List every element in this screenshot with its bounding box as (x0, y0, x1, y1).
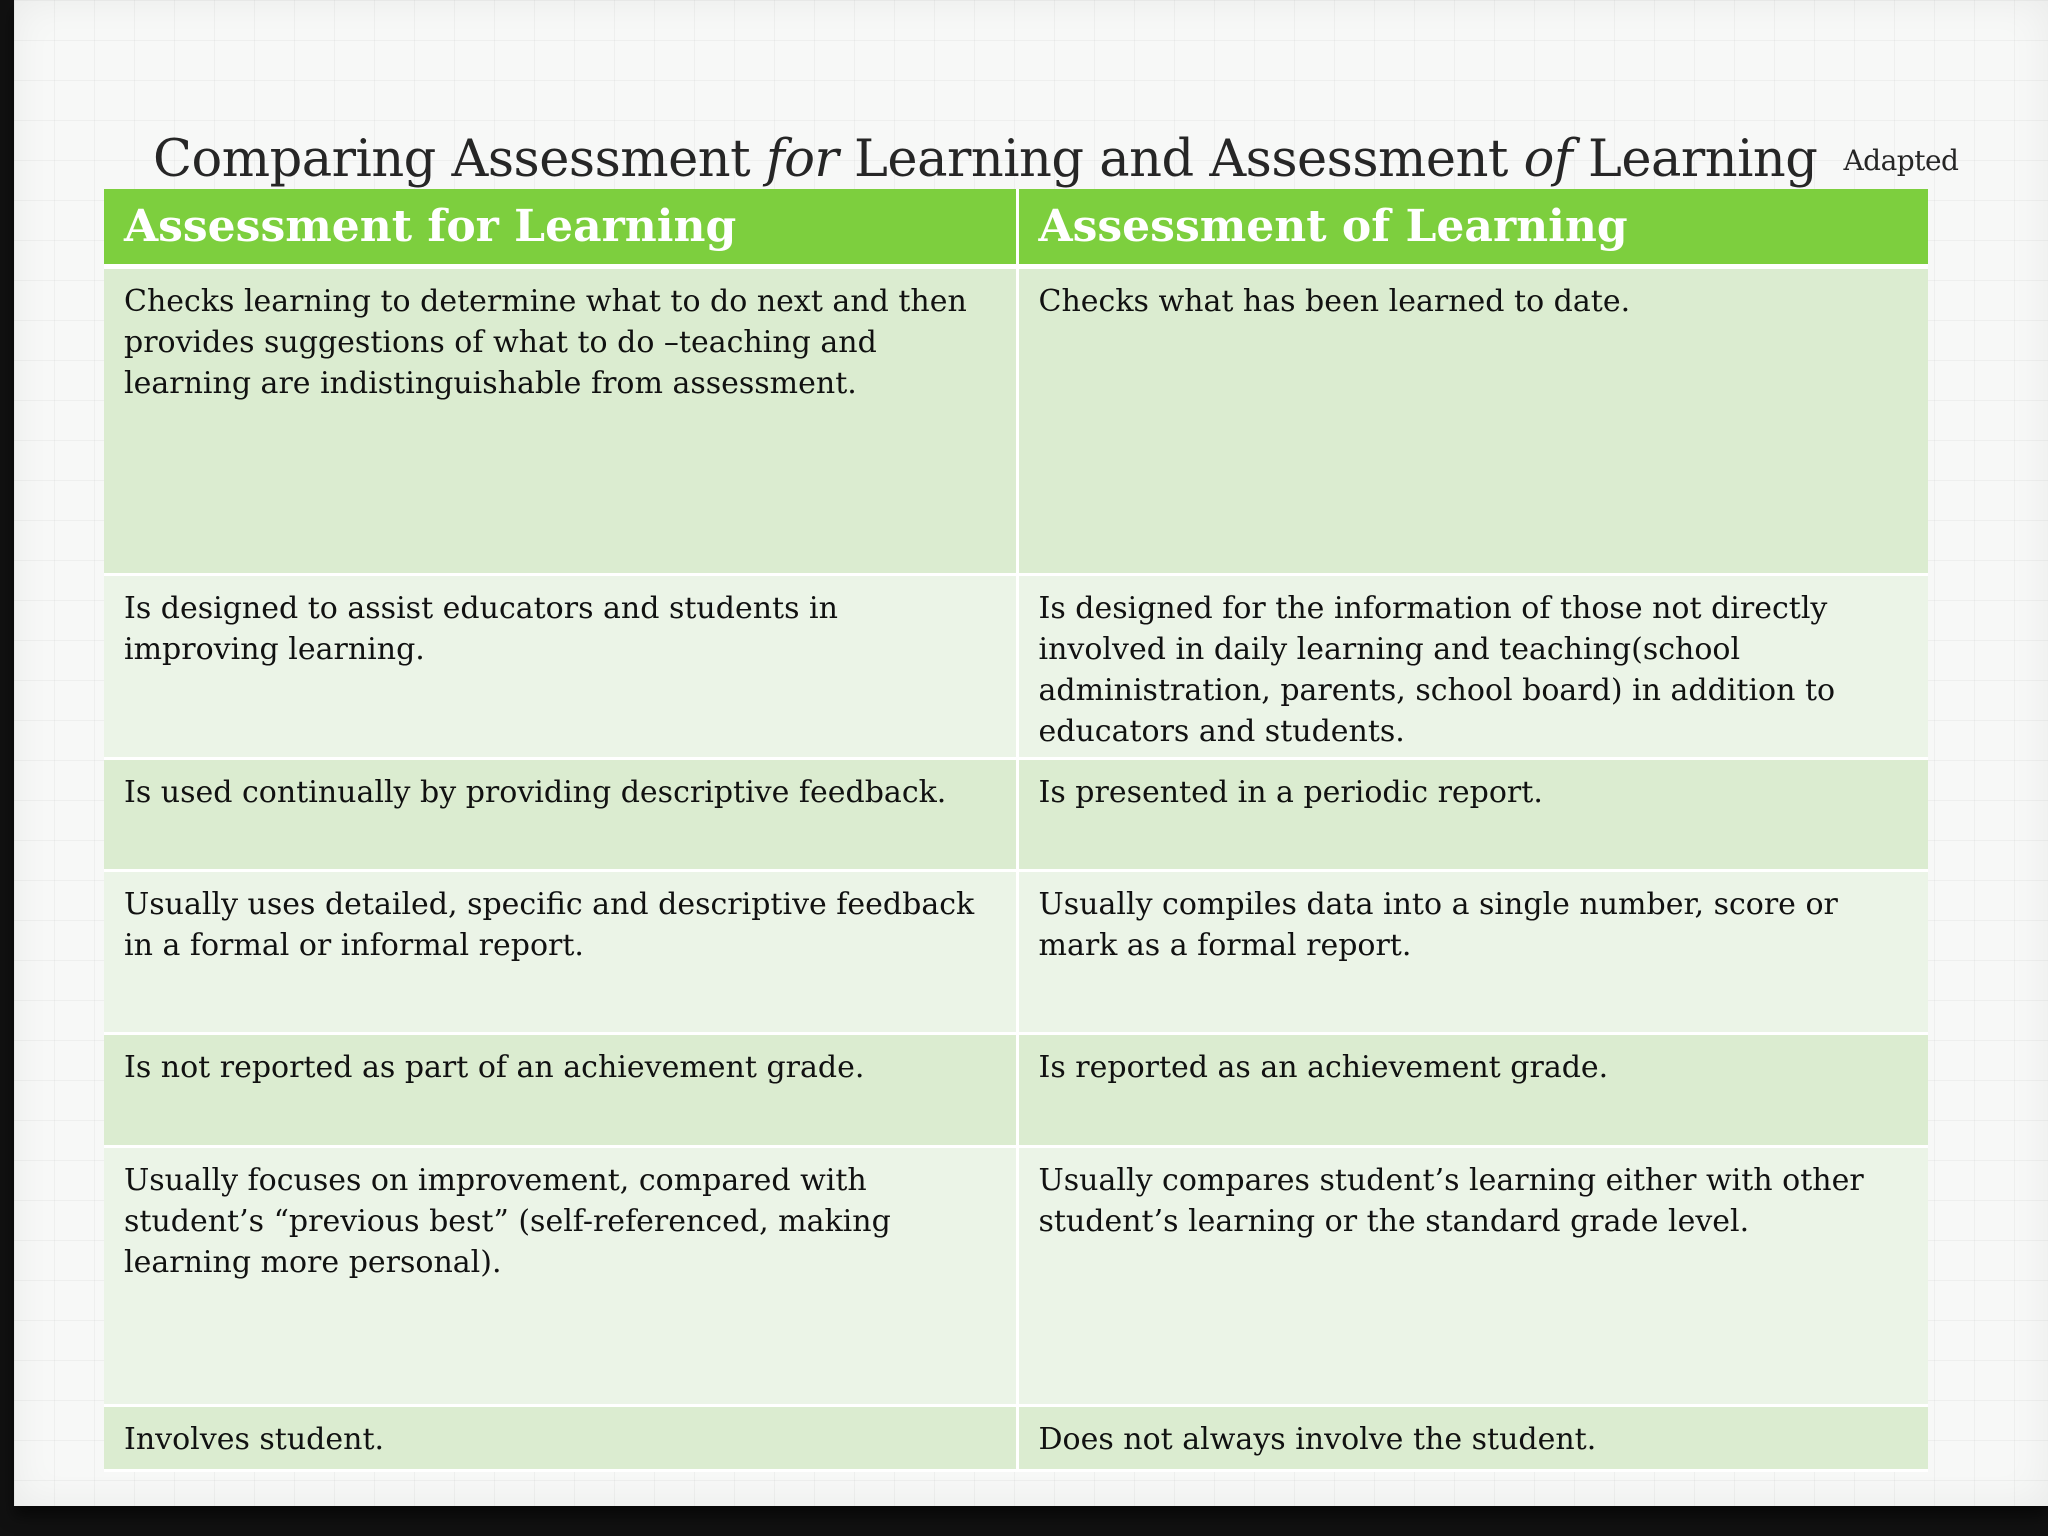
title-part-for: for (765, 130, 839, 189)
table-row (104, 759, 1928, 871)
table-cell: Checks learning to determine what to do next and then provides suggestions of what to do –teaching and learning are indistinguishable from assessment. (104, 267, 1017, 575)
table-row (104, 1147, 1928, 1406)
title-note: Adapted (1843, 144, 1959, 177)
title-part-5: Learning (1572, 130, 1818, 189)
slide-title (153, 124, 1993, 190)
table-cell: Usually uses detailed, specific and descriptive feedback in a formal or informal report. (104, 871, 1017, 1033)
title-part-1: Comparing Assessment (153, 130, 766, 189)
header-assessment-for-learning: Assessment for Learning (104, 189, 1017, 267)
title-part-3: Learning and Assessment (838, 130, 1524, 189)
table-cell: Involves student. (104, 1405, 1017, 1470)
table-row (104, 267, 1928, 575)
table-cell: Usually focuses on improvement, compared with student’s “previous best” (self-referenced, making learning more personal). (104, 1147, 1017, 1406)
table-row (104, 1405, 1928, 1470)
table-header-row (104, 189, 1928, 267)
table-cell: Is used continually by providing descriptive feedback. (104, 759, 1017, 871)
table-cell: Is presented in a periodic report. (1017, 759, 1928, 871)
table-cell: Usually compares student’s learning either with other student’s learning or the standard grade level. (1017, 1147, 1928, 1406)
table-cell: Usually compiles data into a single number, score or mark as a formal report. (1017, 871, 1928, 1033)
title-part-of: of (1523, 130, 1573, 189)
table-cell: Is reported as an achievement grade. (1017, 1033, 1928, 1146)
table-cell: Checks what has been learned to date. (1017, 267, 1928, 575)
table-row (104, 871, 1928, 1033)
table-cell: Is not reported as part of an achievement grade. (104, 1033, 1017, 1146)
comparison-table (104, 189, 1928, 1472)
header-assessment-of-learning: Assessment of Learning (1017, 189, 1928, 267)
table-row (104, 574, 1928, 758)
table-cell: Is designed for the information of those not directly involved in daily learning and teaching(school administration, parents, school board) in addition to educators and students. (1017, 574, 1928, 758)
table-cell: Does not always involve the student. (1017, 1405, 1928, 1470)
table-cell: Is designed to assist educators and students in improving learning. (104, 574, 1017, 758)
table-row (104, 1033, 1928, 1146)
